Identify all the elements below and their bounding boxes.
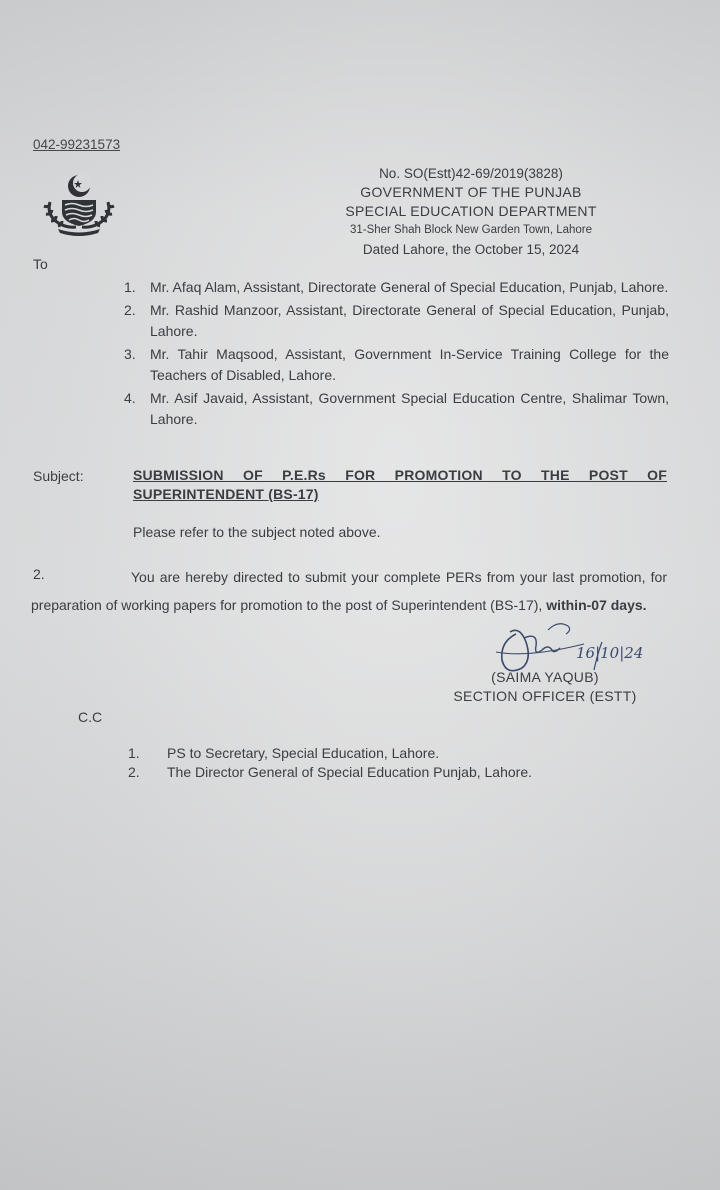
- reference-line: Please refer to the subject noted above.: [133, 524, 381, 540]
- addressee-number: 2.: [124, 301, 136, 318]
- signature-date: 16|10|24: [576, 644, 644, 662]
- to-label: To: [33, 256, 48, 272]
- addressee-number: 3.: [124, 345, 136, 362]
- punjab-emblem-icon: [40, 172, 118, 236]
- addressee-number: 1.: [124, 279, 136, 295]
- phone-number: 042-99231573: [33, 137, 121, 152]
- addressee-item: [124, 388, 669, 431]
- letter-date: Dated Lahore, the October 15, 2024: [362, 242, 580, 257]
- paragraph-body: [31, 563, 667, 619]
- addressee-text: Mr. Tahir Maqsood, Assistant, Government In-Service Training College for the Teachers of Disabled, Lahore.: [150, 345, 669, 383]
- signer-name: (SAIMA YAQUB): [491, 669, 599, 685]
- cc-list: [128, 744, 532, 782]
- letter-number: No. SO(Estt)42-69/2019(3828): [379, 166, 563, 181]
- addressee-text: Mr. Rashid Manzoor, Assistant, Directorate General of Special Education, Punjab, Lahore.: [150, 301, 669, 339]
- subject-line-1: SUBMISSION OF P.E.Rs FOR PROMOTION TO THE POST OF: [133, 467, 667, 483]
- cc-number: 2.: [128, 764, 140, 780]
- signer-block: [440, 668, 650, 706]
- cc-item: [128, 744, 532, 763]
- subject-line-2: SUPERINTENDENT (BS-17): [133, 486, 319, 502]
- signer-title: SECTION OFFICER (ESTT): [453, 688, 637, 704]
- addressee-number: 4.: [124, 389, 136, 406]
- subject-label: Subject:: [33, 468, 84, 484]
- cc-label: C.C: [78, 709, 103, 725]
- paragraph-deadline: within-07 days.: [546, 597, 647, 613]
- paragraph-number: 2.: [33, 566, 45, 582]
- addressee-text: Mr. Asif Javaid, Assistant, Government Special Education Centre, Shalimar Town, Lahore.: [150, 389, 669, 427]
- addressee-item: [124, 300, 669, 343]
- department-address: 31-Sher Shah Block New Garden Town, Lahore: [349, 224, 593, 236]
- cc-item: [128, 763, 532, 782]
- cc-text: PS to Secretary, Special Education, Lahore.: [167, 745, 440, 761]
- addressee-item: [124, 277, 669, 299]
- addressee-item: [124, 344, 669, 387]
- addressee-list: [124, 277, 669, 432]
- addressee-text: Mr. Afaq Alam, Assistant, Directorate General of Special Education, Punjab, Lahore.: [150, 279, 669, 295]
- letter-header: [300, 164, 642, 259]
- government-name: GOVERNMENT OF THE PUNJAB: [360, 184, 582, 200]
- cc-number: 1.: [128, 745, 140, 761]
- cc-text: The Director General of Special Education Punjab, Lahore.: [167, 764, 532, 780]
- paragraph-text: You are hereby directed to submit your complete PERs from your last promotion, for preparation of working papers for promotion to the post of Superintendent (BS-17),: [31, 569, 667, 613]
- department-name: SPECIAL EDUCATION DEPARTMENT: [345, 203, 597, 219]
- subject-text: [133, 466, 667, 504]
